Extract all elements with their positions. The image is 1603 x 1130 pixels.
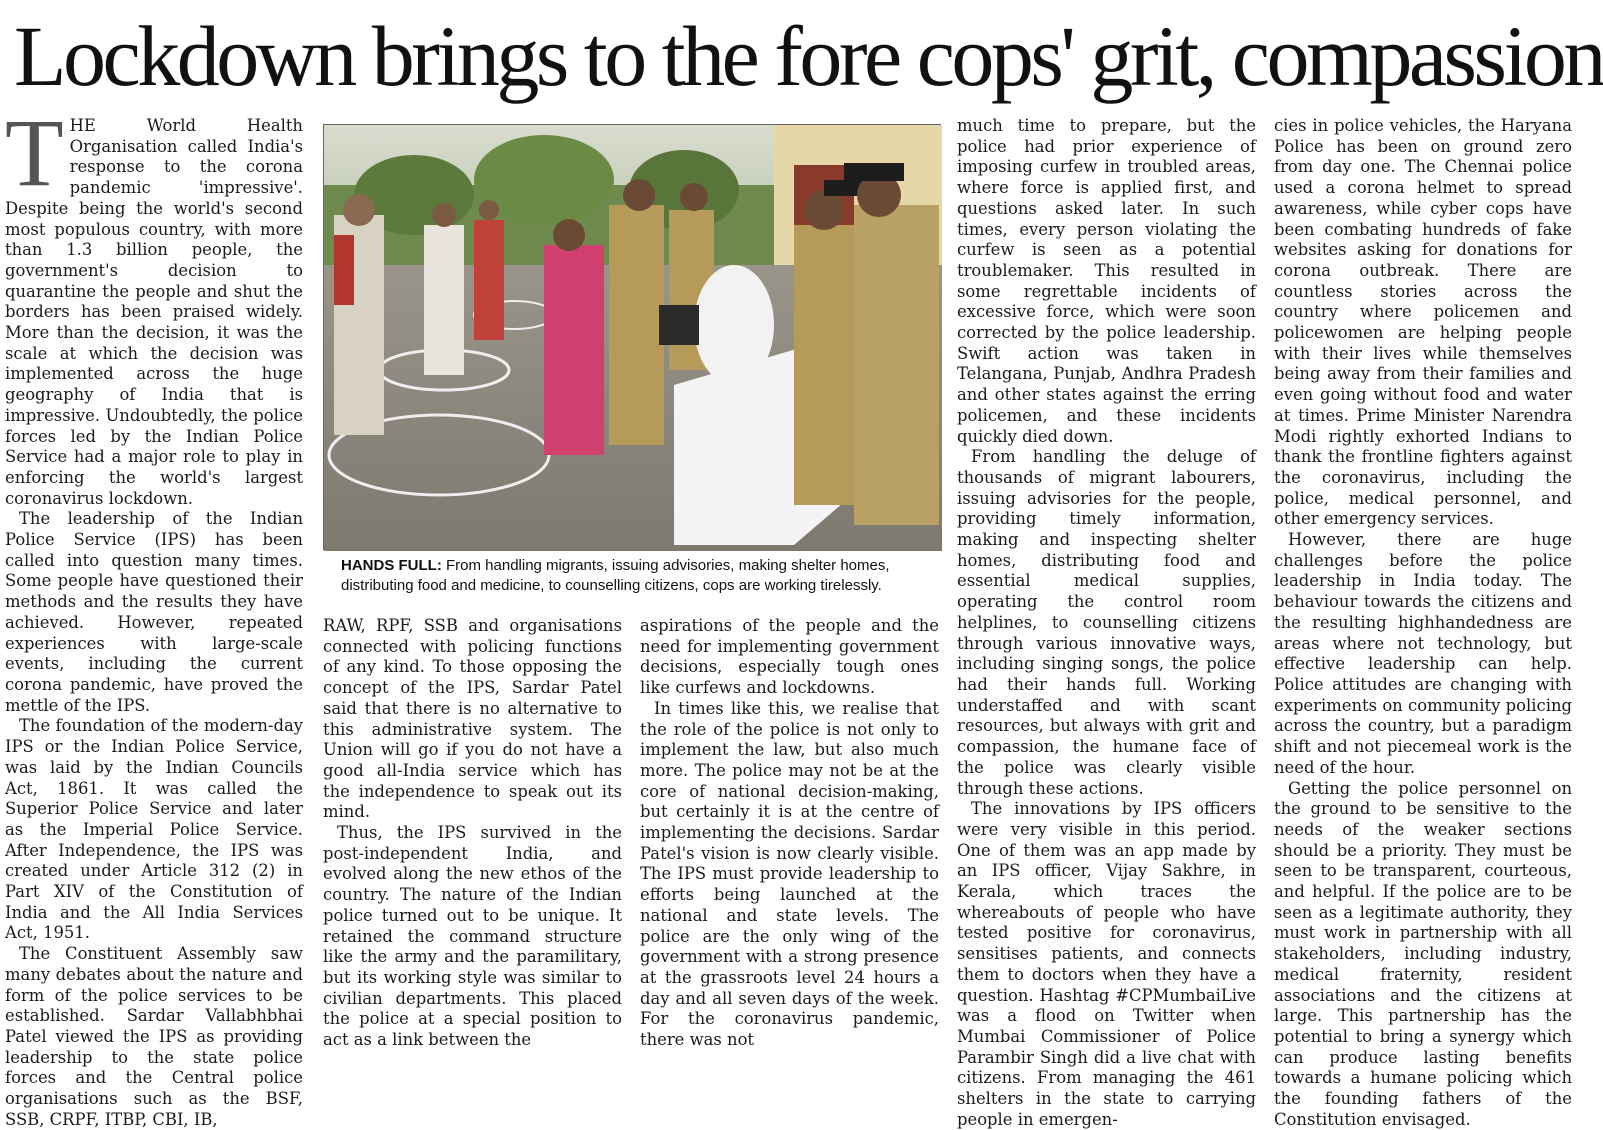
article-column-2 [323,616,622,1023]
photo-illustration [324,125,942,551]
drop-cap: T [5,118,64,188]
paragraph: The leadership of the Indian Police Service (IPS) has been called into question many times. Some people have questioned their methods and the results they have achieved. However, repeated experiences with large-scale events, including the current corona pandemic, have proved the mettle of the IPS. [5,509,303,716]
caption-lead: HANDS FULL: [341,557,442,574]
paragraph: The innovations by IPS officers were very visible in this period. One of them was an app made by an IPS officer, Vijay Sakhre, in Kerala, which traces the whereabouts of people who have tested positive for coronavirus, sensitises patients, and connects them to doctors when they have a question. Hashtag #CPMumbaiLive was a flood on Twitter when Mumbai Commissioner of Police Parambir Singh did a live chat with citizens. From managing the 461 shelters in the state to carrying people in emergen- [957,799,1256,1130]
paragraph: Getting the police personnel on the ground to be sensitive to the needs of the weaker sections should be a priority. They must be seen to be transparent, courteous, and helpful. If the police are to be seen as a legitimate authority, they must work in partnership with all stakeholders, including industry, medical fraternity, resident associations and the citizens at large. This partnership has the potential to bring a synergy which can produce lasting benefits towards a humane policing which the founding fathers of the Constitution envisaged. [1274,779,1572,1130]
paragraph: In times like this, we realise that the role of the police is not only to implement the law, but also much more. The police may not be at the core of national decision-making, but certainly it is at the centre of implementing the decisions. Sardar Patel's vision is now clearly visible. The IPS must provide leadership to efforts being launched at the national and state levels. The police are the only wing of the government with a strong presence at the grassroots level 24 hours a day and all seven days of the week. For the coronavirus pandemic, there was not [640,699,939,1051]
paragraph: However, there are huge challenges before the police leadership in India today. The behaviour towards the citizens and the resulting highhandedness are areas where not technology, but effective leadership can help. Police attitudes are changing with experiments on community policing across the country, but a paradigm shift and not piecemeal work is the need of the hour. [1274,530,1572,778]
paragraph [5,116,303,509]
article-column-1 [5,116,303,1023]
headline: Lockdown brings to the fore cops' grit, compassion [14,4,1586,108]
article-column-4 [957,116,1256,1023]
paragraph-text: HE World Health Organisation called India's response to the corona pandemic 'impressive'. Despite being the world's second most populous country, with more than 1.3 billion people, the government's decision to quarantine the people and shut the borders has been praised widely. More than the decision, it was the scale at which the decision was implemented across the huge geography of India that is impressive. Undoubtedly, the police forces led by the Indian Police Service had a major role to play in enforcing the world's largest coronavirus lockdown. [5,116,303,508]
article-column-5 [1274,116,1572,1023]
paragraph: Thus, the IPS survived in the post-independent India, and evolved along the new ethos of the country. The nature of the Indian police turned out to be unique. It retained the command structure like the army and the paramilitary, but its working style was similar to civilian departments. This placed the police at a special position to act as a link between the [323,823,622,1051]
paragraph: The Constituent Assembly saw many debates about the nature and form of the police services to be established. Sardar Vallabhbhai Patel viewed the IPS as providing leadership to the state police forces and the Central police organisations such as the BSF, SSB, CRPF, ITBP, CBI, IB, [5,944,303,1130]
paragraph: aspirations of the people and the need for implementing government decisions, especially tough ones like curfews and lockdowns. [640,616,939,699]
paragraph: From handling the deluge of thousands of migrant labourers, issuing advisories for the people, providing timely information, making and inspecting shelter homes, distributing food and essential medical supplies, operating the control room helplines, to counselling citizens through various innovative ways, including singing songs, the police had their hands full. Working understaffed and with scant resources, but always with grit and compassion, the humane face of the police was clearly visible through these actions. [957,447,1256,799]
paragraph: cies in police vehicles, the Haryana Police has been on ground zero from day one. The Chennai police used a corona helmet to spread awareness, while cyber cops have been combating hundreds of fake websites asking for donations for corona outbreak. There are countless stories across the country where policemen and policewomen are helping people with their lives while themselves being away from their families and even going without food and water at times. Prime Minister Narendra Modi rightly exhorted Indians to thank the frontline fighters against the coronavirus, including the police, medical personnel, and other emergency services. [1274,116,1572,530]
article-column-3 [640,616,939,1023]
news-photo [323,124,941,550]
paragraph: RAW, RPF, SSB and organisations connected with policing functions of any kind. To those opposing the concept of the IPS, Sardar Patel said that there is no alternative to this administrative system. The Union will go if you do not have a good all-India service which has the independence to speak out its mind. [323,616,622,823]
photo-caption [341,556,941,596]
paragraph: The foundation of the modern-day IPS or the Indian Police Service, was laid by the Indian Councils Act, 1861. It was called the Superior Police Service and later as the Imperial Police Service. After Independence, the IPS was created under Article 312 (2) in Part XIV of the Constitution of India and the All India Services Act, 1951. [5,716,303,944]
paragraph: much time to prepare, but the police had prior experience of imposing curfew in troubled areas, where force is applied first, and questions asked later. In such times, every person violating the curfew is seen as a potential troublemaker. This resulted in some regrettable incidents of excessive force, which were soon corrected by the police leadership. Swift action was taken in Telangana, Punjab, Andhra Pradesh and other states against the erring policemen, and these incidents quickly died down. [957,116,1256,447]
caption-text: From handling migrants, issuing advisories, making shelter homes, distributing food and medicine, to counselling citizens, cops are working tirelessly. [341,557,890,594]
